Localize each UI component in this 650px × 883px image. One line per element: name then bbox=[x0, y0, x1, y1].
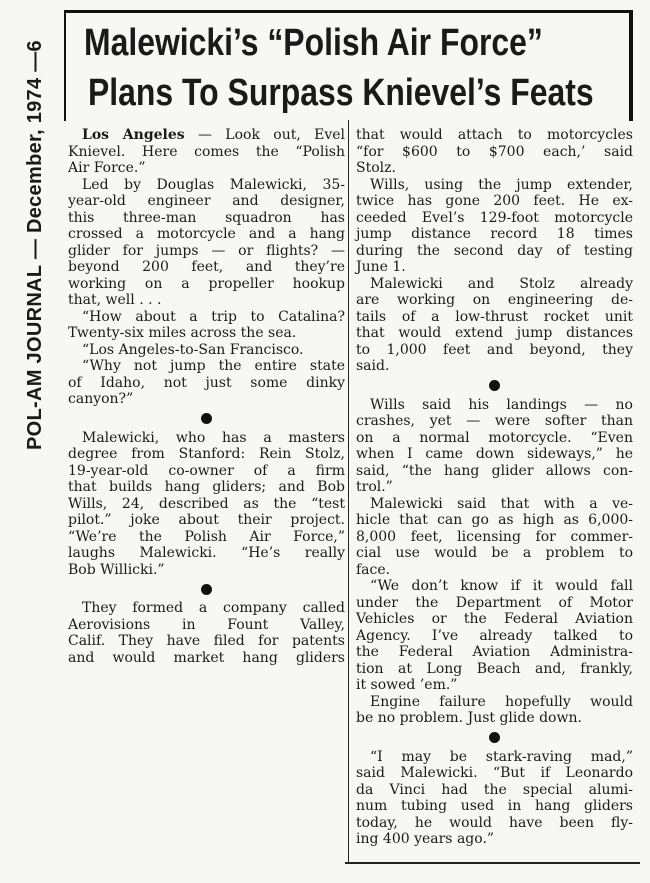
text-line: They formed a company called bbox=[82, 600, 345, 616]
text-line: tion at Long Beach and, frankly, bbox=[356, 660, 633, 677]
text-line: are working on engineering de- bbox=[356, 292, 633, 308]
text-line: the Federal Aviation Administra- bbox=[356, 644, 633, 660]
dateline: Los Angeles bbox=[82, 127, 185, 143]
section-bullet bbox=[68, 578, 345, 600]
text-line: Vehicles or the Federal Aviation bbox=[356, 611, 633, 627]
article-column-right bbox=[356, 127, 633, 848]
text-line: Wills, using the jump extender, bbox=[370, 176, 633, 193]
text-line: working on a propeller hookup bbox=[68, 275, 345, 292]
text-line: Twenty-six miles across the sea. bbox=[68, 325, 297, 341]
text-line: to 1,000 feet and beyond, they bbox=[356, 341, 633, 358]
text-line: Bob Willicki.” bbox=[68, 561, 165, 578]
text-line: Air Force.” bbox=[68, 160, 146, 176]
text-line: that builds hang gliders; and Bob bbox=[68, 479, 345, 495]
paragraph bbox=[68, 600, 345, 666]
paragraph bbox=[356, 749, 633, 848]
text-line: “for $600 to $700 each,’ said bbox=[356, 143, 633, 160]
paragraph bbox=[68, 127, 345, 177]
text-line: this three-man squadron has bbox=[68, 209, 345, 226]
text-line: Led by Douglas Malewicki, 35- bbox=[82, 176, 345, 193]
text-line: it sowed ’em.” bbox=[356, 677, 458, 693]
text-line: crashes, yet — were softer than bbox=[356, 413, 633, 429]
text-line: Knievel. Here comes the “Polish bbox=[68, 143, 345, 160]
text-line: during the second day of testing bbox=[356, 242, 633, 259]
text-line: “Los Angeles-to-San Francisco. bbox=[82, 341, 304, 358]
text-line: Malewicki, who has a masters bbox=[82, 429, 345, 446]
paragraph bbox=[356, 496, 633, 579]
headline-line-2: Plans To Surpass Knievel’s Feats bbox=[88, 72, 594, 114]
text-line: Wills, 24, described as the “test bbox=[68, 495, 345, 512]
text-line: tails of a low-thrust rocket unit bbox=[356, 308, 633, 325]
text-line: of Idaho, not just some dinky bbox=[68, 374, 345, 391]
paragraph bbox=[68, 342, 345, 359]
column-divider bbox=[348, 120, 349, 862]
text-line: hicle that can go as high as 6,000- bbox=[356, 512, 633, 528]
text-line: canyon?” bbox=[68, 391, 134, 407]
text-line: said Malewicki. “But if Leonardo bbox=[356, 765, 633, 781]
bullet-dot-icon bbox=[489, 732, 500, 743]
article-end-rule bbox=[345, 862, 640, 864]
text-line: 19-year-old co-owner of a firm bbox=[68, 462, 345, 479]
text-line: “How about a trip to Catalina? bbox=[82, 308, 345, 325]
paragraph bbox=[356, 177, 633, 276]
paragraph bbox=[356, 397, 633, 496]
bullet-dot-icon bbox=[201, 413, 212, 424]
text-line: “We’re the Polish Air Force,” bbox=[68, 528, 345, 545]
paragraph bbox=[68, 358, 345, 408]
text-line: Wills said his landings — no bbox=[370, 396, 633, 413]
section-bullet bbox=[356, 375, 633, 397]
text-line: Stolz. bbox=[356, 160, 396, 176]
bullet-dot-icon bbox=[489, 380, 500, 391]
text-line: and would market hang gliders bbox=[68, 649, 345, 666]
text-line: “I may be stark-raving mad,” bbox=[370, 748, 633, 765]
text-line: said, “the hang glider allows con- bbox=[356, 462, 633, 479]
text-line: when I came down sideways,” he bbox=[356, 446, 633, 462]
text-line bbox=[68, 127, 345, 144]
text-line: June 1. bbox=[356, 259, 406, 275]
text-line: Agency. I’ve already talked to bbox=[356, 627, 633, 644]
paragraph bbox=[356, 127, 633, 177]
text-line: pilot.” joke about their project. bbox=[68, 512, 345, 528]
dateline-text: — Look out, Evel bbox=[197, 127, 345, 143]
text-line: degree from Stanford: Rein Stolz, bbox=[68, 446, 345, 462]
text-line: said. bbox=[356, 358, 390, 374]
paragraph bbox=[68, 309, 345, 342]
publication-date-label: POL-AM JOURNAL — December, 1974 —6 bbox=[24, 40, 46, 450]
text-line: Malewicki said that with a ve- bbox=[370, 495, 633, 512]
text-line: laughs Malewicki. “He’s really bbox=[68, 545, 345, 561]
headline-box bbox=[64, 10, 633, 121]
text-line: 8,000 feet, licensing for commer- bbox=[356, 528, 633, 545]
text-line: Aerovisions in Fount Valley, bbox=[68, 616, 345, 633]
text-line: be no problem. Just glide down. bbox=[356, 710, 582, 726]
text-line: that would attach to motorcycles bbox=[356, 127, 633, 143]
text-line: that would extend jump distances bbox=[356, 325, 633, 341]
article-column-left bbox=[68, 127, 345, 666]
paragraph bbox=[68, 177, 345, 309]
text-line: beyond 200 feet, and they’re bbox=[68, 259, 345, 275]
text-line: glider for jumps — or flights? — bbox=[68, 242, 345, 259]
text-line: Engine failure hopefully would bbox=[370, 693, 633, 710]
text-line: num tubing used in hang gliders bbox=[356, 798, 633, 814]
text-line: Calif. They have filed for patents bbox=[68, 633, 345, 649]
paragraph bbox=[68, 430, 345, 579]
text-line: face. bbox=[356, 561, 391, 578]
text-line: on a normal motorcycle. “Even bbox=[356, 429, 633, 446]
paragraph bbox=[356, 578, 633, 694]
text-line: “We don’t know if it would fall bbox=[370, 578, 633, 594]
text-line: crossed a motorcycle and a hang bbox=[68, 226, 345, 242]
paragraph bbox=[356, 276, 633, 375]
text-line: ing 400 years ago.” bbox=[356, 831, 495, 847]
text-line: that, well . . . bbox=[68, 292, 162, 308]
text-line: cial use would be a problem to bbox=[356, 545, 633, 561]
headline-line-1: Malewicki’s “Polish Air Force” bbox=[84, 22, 543, 64]
text-line: jump distance record 18 times bbox=[356, 226, 633, 242]
text-line: trol.” bbox=[356, 479, 393, 495]
text-line: “Why not jump the entire state bbox=[82, 358, 345, 374]
text-line: da Vinci had the special alumi- bbox=[356, 781, 633, 798]
text-line: today, he would have been fly- bbox=[356, 814, 633, 831]
text-line: Malewicki and Stolz already bbox=[370, 275, 633, 292]
text-line: under the Department of Motor bbox=[356, 594, 633, 611]
paragraph bbox=[356, 694, 633, 727]
text-line: year-old engineer and designer, bbox=[68, 193, 345, 209]
text-line: twice has gone 200 feet. He ex- bbox=[356, 193, 633, 209]
section-bullet bbox=[356, 727, 633, 749]
text-line: ceeded Evel’s 129-foot motorcycle bbox=[356, 209, 633, 226]
bullet-dot-icon bbox=[201, 584, 212, 595]
section-bullet bbox=[68, 408, 345, 430]
